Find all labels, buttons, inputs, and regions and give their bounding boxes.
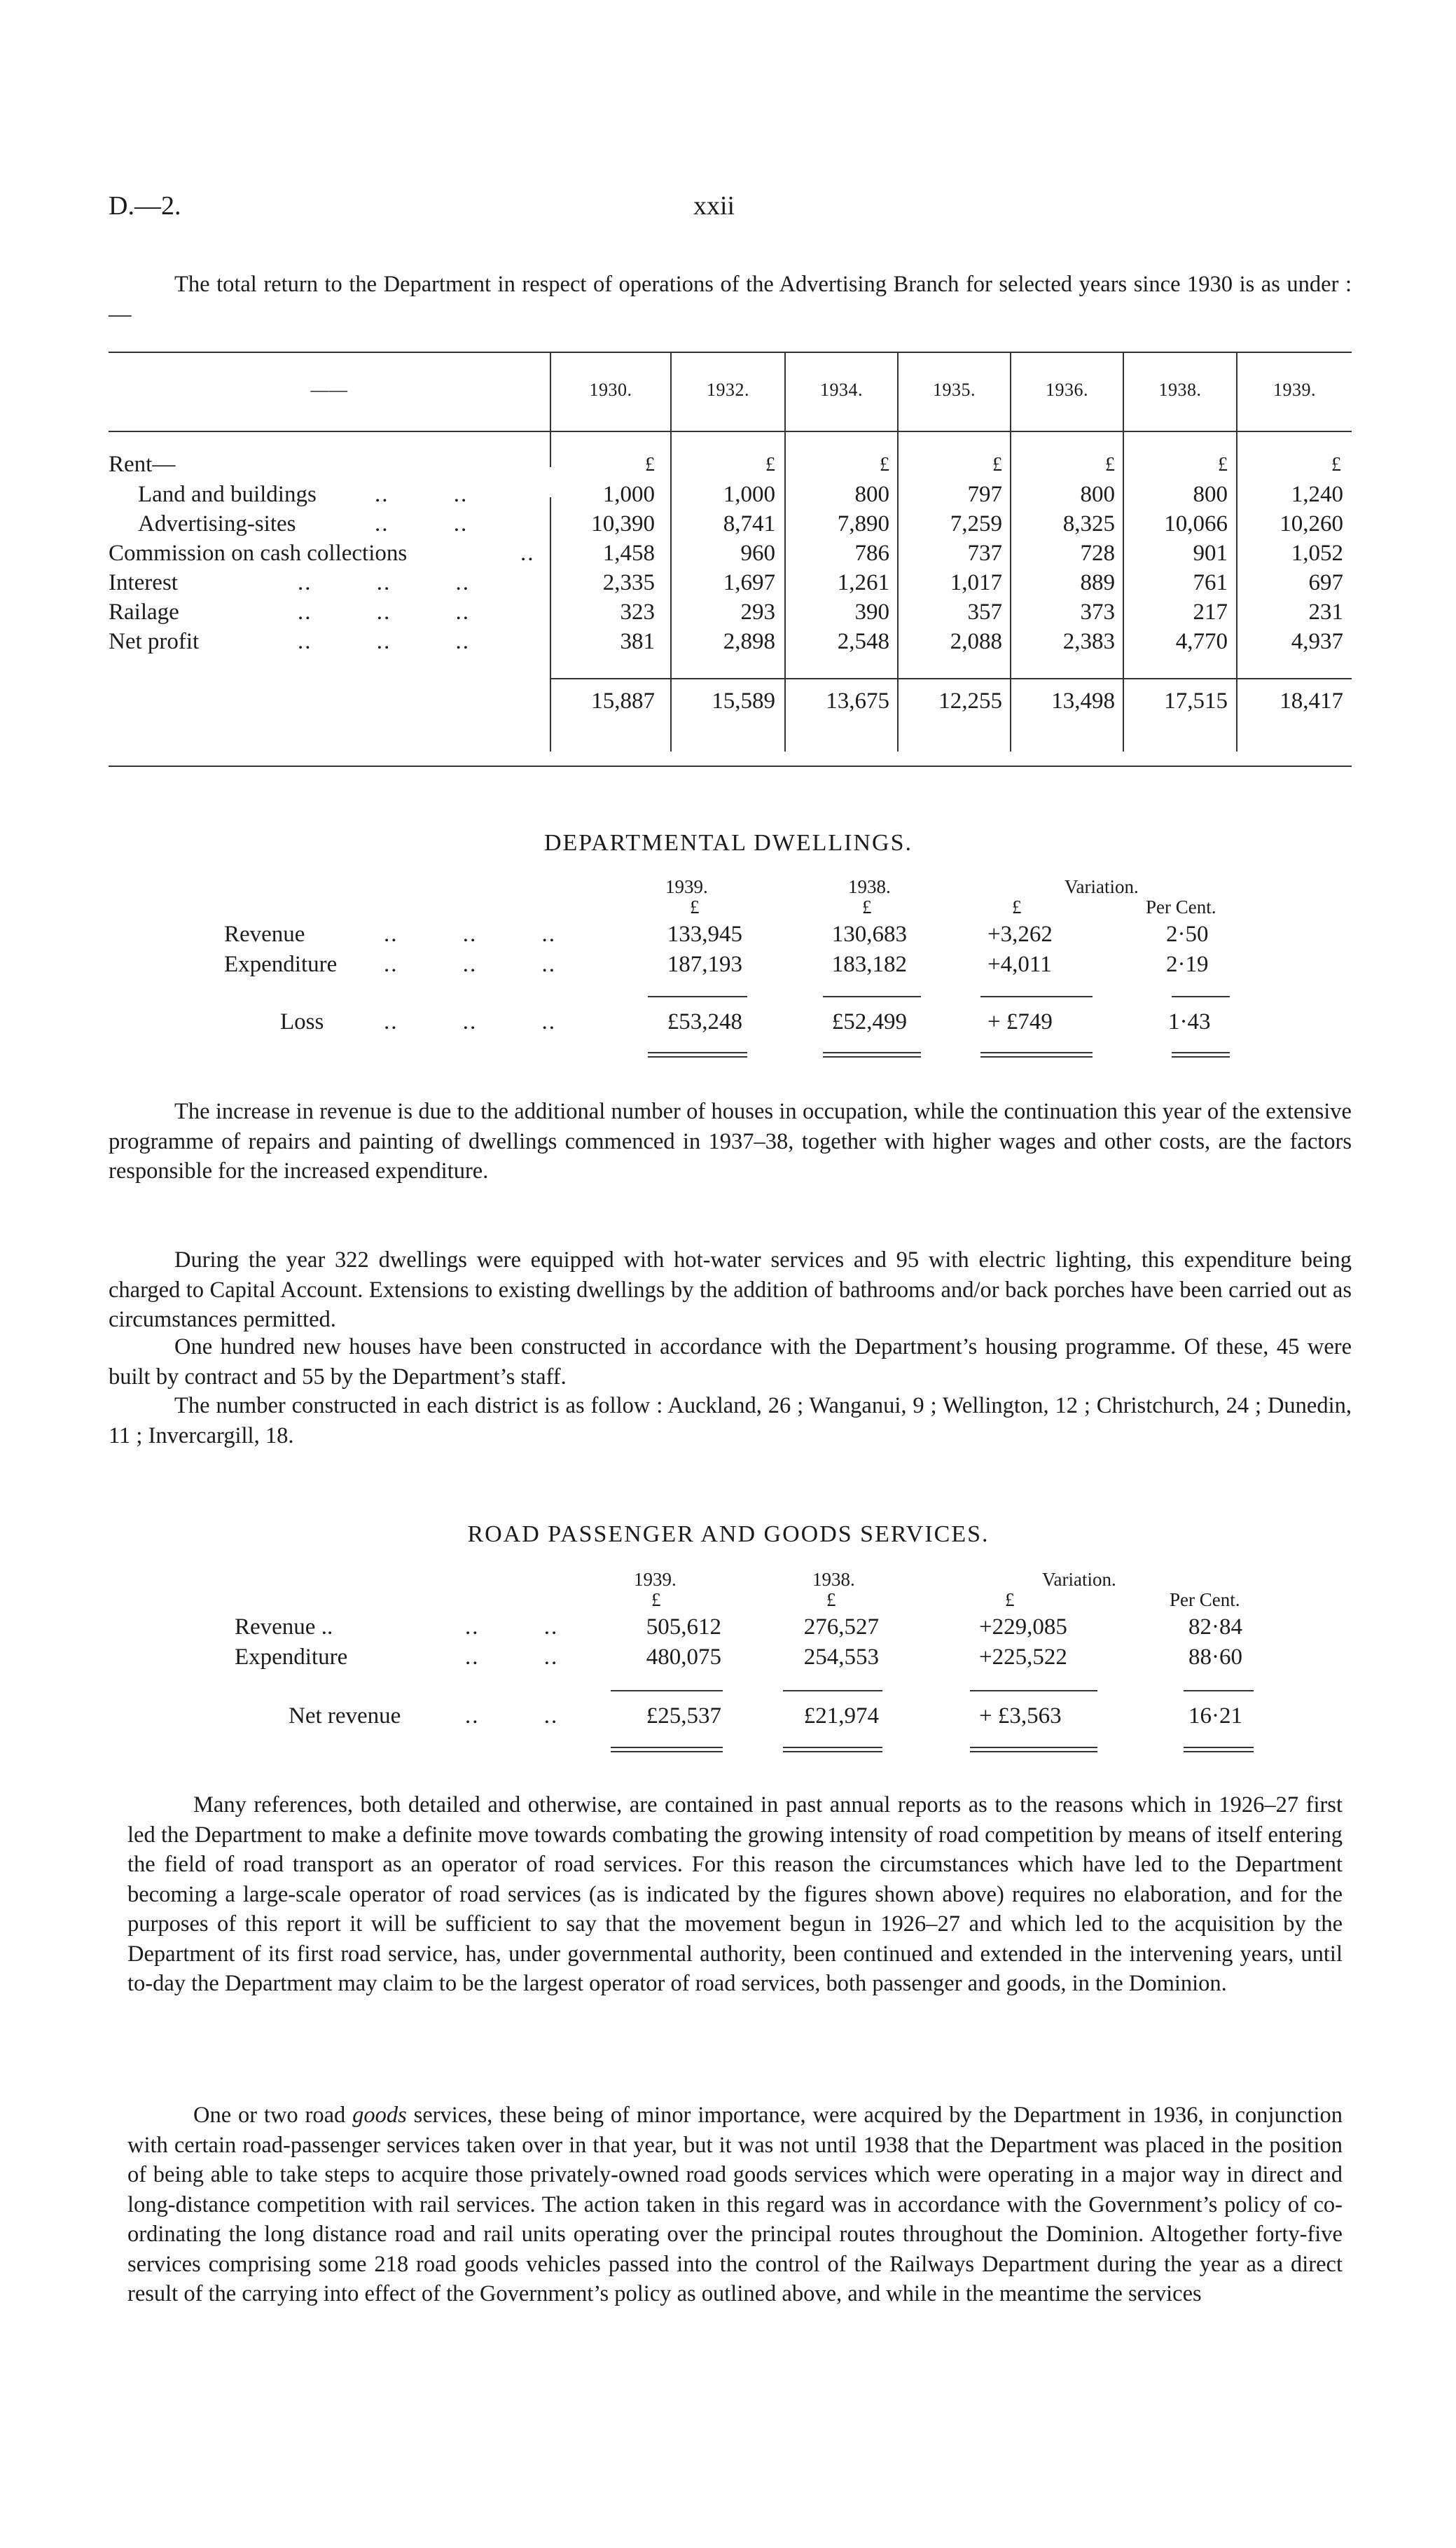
road-net-1939: £25,537	[646, 1703, 721, 1729]
dwellings-expenditure-1938: 183,182	[831, 952, 907, 977]
leader-dots: .. ..	[465, 1645, 559, 1670]
dwellings-pound-variation: £	[1012, 896, 1022, 918]
paragraph-text: The number constructed in each district is as follow : Auckland, 26 ; Wanganui, 9 ; Wellington, 12 ; Christchurch, 24 ; Dunedin, 11 ; Invercargill, 18.	[109, 1393, 1352, 1448]
row-label: Land and buildings	[138, 482, 317, 507]
road-expenditure-variation: +225,522	[979, 1645, 1067, 1670]
table-cell: 960	[740, 541, 775, 566]
row-label: Net profit	[109, 629, 200, 654]
road-pound-1938: £	[826, 1589, 836, 1610]
table-cell: 373	[1080, 600, 1115, 625]
road-pound-1939: £	[651, 1589, 661, 1610]
pound-sign: £	[645, 454, 655, 476]
col-divider	[550, 352, 551, 467]
table-cell: 8,325	[1062, 511, 1115, 536]
dwellings-paragraph-3	[109, 1332, 1352, 1392]
road-net-1938: £21,974	[803, 1703, 879, 1729]
dwellings-revenue-variation: +3,262	[987, 922, 1053, 947]
road-revenue-1939: 505,612	[646, 1614, 721, 1640]
leader-dots: .. .. ..	[298, 600, 470, 625]
total-1938: 17,515	[1164, 688, 1228, 714]
road-label-net-revenue: Net revenue	[289, 1703, 401, 1729]
dwellings-loss-percent: 1·43	[1168, 1009, 1211, 1034]
total-1936: 13,498	[1051, 688, 1115, 714]
dwellings-col-1939: 1939.	[665, 876, 708, 897]
pound-sign: £	[1331, 454, 1341, 476]
table-cell: 293	[740, 600, 775, 625]
road-revenue-variation: +229,085	[979, 1614, 1067, 1640]
road-col-1938: 1938.	[812, 1569, 855, 1590]
col-divider	[550, 497, 551, 752]
dwellings-revenue-percent: 2·50	[1166, 922, 1209, 947]
row-label-rent: Rent—	[109, 452, 176, 477]
table-cell: 737	[967, 541, 1002, 566]
table-cell: 761	[1193, 570, 1228, 595]
intro-paragraph	[109, 270, 1352, 329]
road-paragraph-1	[127, 1790, 1343, 1999]
dwellings-revenue-1939: 133,945	[667, 922, 742, 947]
table-cell: 1,697	[723, 570, 775, 595]
advertising-returns-table	[109, 343, 1352, 756]
dwellings-pound-1939: £	[690, 896, 700, 918]
table-cell: 786	[854, 541, 889, 566]
table-cell: 2,548	[837, 629, 889, 654]
col-head-1932: 1932.	[707, 380, 749, 400]
table-cell: 697	[1308, 570, 1343, 595]
table-cell: 1,017	[950, 570, 1002, 595]
paragraph-text: The increase in revenue is due to the additional number of houses in occupation, while the continuation this year of the extensive programme of repairs and painting of dwellings commenced in 1937–38, together with higher wages and other costs, are the factors responsible for the increased expenditure.	[109, 1099, 1352, 1184]
dwellings-paragraph-4	[109, 1391, 1352, 1450]
col-divider	[670, 352, 672, 752]
dwellings-label-loss: Loss	[280, 1009, 324, 1034]
table-cell: 901	[1193, 541, 1228, 566]
paragraph-text: Many references, both detailed and otherwise, are contained in past annual reports as to the reasons which in 1926–27 first led the Department to make a definite move towards combating the growing intensity of road competition by means of itself entering the field of road transport as an operator of road services. For this reason the circumstances which have led to the Department becoming a large-scale operator of road services (as is indicated by the figures shown above) requires no elaboration, and for the purposes of this report it will be sufficient to say that the movement begun in 1926–27 and which led to the acquisition by the Department of its first road service, has, under governmental authority, been continued and extended in the intervening years, until to-day the Department may claim to be the largest operator of road services, both passenger and goods, in the Dominion.	[127, 1792, 1343, 1996]
table-cell: 7,259	[950, 511, 1002, 536]
table-cell: 4,770	[1175, 629, 1228, 654]
table-cell: 1,000	[723, 482, 775, 507]
dwellings-per-cent: Per Cent.	[1146, 896, 1216, 918]
table-cell: 323	[620, 600, 655, 625]
dwellings-label-expenditure: Expenditure	[224, 952, 338, 977]
leader-dots: ..	[520, 541, 535, 566]
paragraph-text: One or two road	[193, 2103, 353, 2128]
table-cell: 800	[1193, 482, 1228, 507]
pound-sign: £	[880, 454, 889, 476]
dwellings-expenditure-percent: 2·19	[1166, 952, 1209, 977]
table-cell: 797	[967, 482, 1002, 507]
col-divider	[784, 352, 786, 752]
col-divider	[897, 352, 899, 752]
road-paragraph-2	[127, 2100, 1343, 2309]
table-cell: 217	[1193, 600, 1228, 625]
road-label-revenue: Revenue ..	[235, 1614, 333, 1640]
sum-rule	[980, 996, 1093, 997]
double-rule	[980, 1052, 1093, 1058]
table-cell: 1,261	[837, 570, 889, 595]
table-corner: ——	[310, 380, 348, 400]
dwellings-loss-1938: £52,499	[831, 1009, 907, 1034]
dwellings-loss-1939: £53,248	[667, 1009, 742, 1034]
road-net-variation: + £3,563	[979, 1703, 1062, 1729]
dwellings-paragraph-2	[109, 1245, 1352, 1335]
document-code: D.—2.	[109, 191, 181, 221]
table-cell: 1,000	[602, 482, 655, 507]
sum-rule	[1184, 1690, 1254, 1691]
table-cell: 2,898	[723, 629, 775, 654]
col-head-1934: 1934.	[820, 380, 863, 400]
double-rule	[970, 1747, 1097, 1752]
road-revenue-percent: 82·84	[1188, 1614, 1242, 1640]
row-label: Railage	[109, 600, 179, 625]
table-cell: 1,240	[1291, 482, 1343, 507]
table-cell: 800	[854, 482, 889, 507]
pound-sign: £	[1218, 454, 1228, 476]
road-expenditure-1938: 254,553	[803, 1645, 879, 1670]
col-divider	[1236, 352, 1237, 752]
dwellings-label-revenue: Revenue	[224, 922, 305, 947]
table-header-rule	[109, 431, 1352, 432]
double-rule	[611, 1747, 723, 1752]
table-cell: 2,383	[1062, 629, 1115, 654]
sum-rule	[823, 996, 921, 997]
leader-dots: .. .. ..	[384, 952, 556, 977]
row-label: Advertising-sites	[138, 511, 296, 536]
table-cell: 889	[1080, 570, 1115, 595]
leader-dots: .. ..	[465, 1703, 559, 1729]
sum-rule	[1172, 996, 1230, 997]
table-cell: 728	[1080, 541, 1115, 566]
col-head-1939: 1939.	[1273, 380, 1316, 400]
col-divider	[1123, 352, 1124, 752]
col-head-1936: 1936.	[1046, 380, 1088, 400]
pound-sign: £	[765, 454, 775, 476]
road-label-expenditure: Expenditure	[235, 1645, 348, 1670]
leader-dots: .. ..	[375, 482, 469, 507]
pound-sign: £	[992, 454, 1002, 476]
pound-sign: £	[1105, 454, 1115, 476]
leader-dots: .. ..	[465, 1614, 559, 1640]
dwellings-expenditure-variation: +4,011	[987, 952, 1052, 977]
total-1934: 13,675	[826, 688, 889, 714]
sum-rule	[648, 996, 747, 997]
table-cell: 7,890	[837, 511, 889, 536]
sum-rule	[611, 1690, 723, 1691]
road-net-percent: 16·21	[1188, 1703, 1242, 1729]
total-1930: 15,887	[591, 688, 655, 714]
double-rule	[783, 1747, 882, 1752]
double-rule	[1184, 1747, 1254, 1752]
table-cell: 357	[967, 600, 1002, 625]
leader-dots: .. .. ..	[298, 570, 470, 595]
road-revenue-1938: 276,527	[803, 1614, 879, 1640]
table-cell: 390	[854, 600, 889, 625]
col-head-1938: 1938.	[1158, 380, 1202, 400]
sum-rule	[783, 1690, 882, 1691]
leader-dots: .. .. ..	[384, 922, 556, 947]
double-rule	[823, 1052, 921, 1058]
double-rule	[648, 1052, 747, 1058]
table-cell: 2,335	[602, 570, 655, 595]
table-cell: 8,741	[723, 511, 775, 536]
double-rule	[1172, 1052, 1230, 1058]
col-head-1930: 1930.	[589, 380, 632, 400]
sum-rule	[970, 1690, 1097, 1691]
leader-dots: .. .. ..	[298, 629, 470, 654]
dwellings-loss-variation: + £749	[987, 1009, 1053, 1034]
col-head-1935: 1935.	[933, 380, 976, 400]
road-per-cent: Per Cent.	[1170, 1589, 1240, 1610]
dwellings-title: DEPARTMENTAL DWELLINGS.	[543, 830, 913, 856]
dwellings-pound-1938: £	[862, 896, 872, 918]
leader-dots: .. .. ..	[384, 1009, 556, 1034]
table-cell: 231	[1308, 600, 1343, 625]
table-cell: 2,088	[950, 629, 1002, 654]
road-pound-variation: £	[1005, 1589, 1015, 1610]
table-top-rule	[109, 352, 1352, 353]
page-number: xxii	[693, 191, 735, 221]
total-1939: 18,417	[1280, 688, 1343, 714]
road-expenditure-percent: 88·60	[1188, 1645, 1242, 1670]
table-cell: 381	[620, 629, 655, 654]
table-cell: 1,458	[602, 541, 655, 566]
dwellings-paragraph-1	[109, 1097, 1352, 1186]
total-1935: 12,255	[938, 688, 1002, 714]
table-bottom-rule	[109, 766, 1352, 767]
dwellings-col-1938: 1938.	[848, 876, 891, 897]
road-col-variation: Variation.	[1042, 1569, 1116, 1590]
leader-dots: .. ..	[375, 511, 469, 536]
paragraph-text: One hundred new houses have been constructed in accordance with the Department’s housing programme. Of these, 45 were built by contract and 55 by the Department’s staff.	[109, 1334, 1352, 1390]
table-cell: 4,937	[1291, 629, 1343, 654]
paragraph-text: During the year 322 dwellings were equipped with hot-water services and 95 with electric lighting, this expenditure being charged to Capital Account. Extensions to existing dwellings by the addition of bathrooms and/or back porches have been carried out as circumstances permitted.	[109, 1247, 1352, 1332]
paragraph-text: services, these being of minor importance, were acquired by the Department in 1936, in conjunction with certain road-passenger services taken over in that year, but it was not until 1938 that the Department was placed in the position of being able to take steps to acquire those privately-owned road goods services which were operating in a major way in direct and long-distance competition with rail services. The action taken in this regard was in accordance with the Government’s policy of co-ordinating the long distance road and rail units operating over the principal routes throughout the Dominion. Altogether forty-five services comprising some 218 road goods vehicles passed into the control of the Railways Department during the year as a direct result of the carrying into effect of the Government’s policy as outlined above, and while in the meantime the services	[127, 2103, 1343, 2306]
row-label: Interest	[109, 570, 178, 595]
road-expenditure-1939: 480,075	[646, 1645, 721, 1670]
table-cell: 800	[1080, 482, 1115, 507]
row-label: Commission on cash collections	[109, 541, 408, 566]
intro-text: The total return to the Department in respect of operations of the Advertising Branch for selected years since 1930 is as under :—	[109, 272, 1352, 327]
dwellings-col-variation: Variation.	[1065, 876, 1139, 897]
table-cell: 10,390	[591, 511, 655, 536]
col-divider	[1010, 352, 1011, 752]
total-1932: 15,589	[712, 688, 775, 714]
dwellings-revenue-1938: 130,683	[831, 922, 907, 947]
table-cell: 10,066	[1164, 511, 1228, 536]
road-title: ROAD PASSENGER AND GOODS SERVICES.	[467, 1521, 990, 1547]
road-col-1939: 1939.	[634, 1569, 677, 1590]
table-cell: 1,052	[1291, 541, 1343, 566]
table-cell: 10,260	[1280, 511, 1343, 536]
italic-goods: goods	[352, 2103, 407, 2128]
dwellings-expenditure-1939: 187,193	[667, 952, 742, 977]
